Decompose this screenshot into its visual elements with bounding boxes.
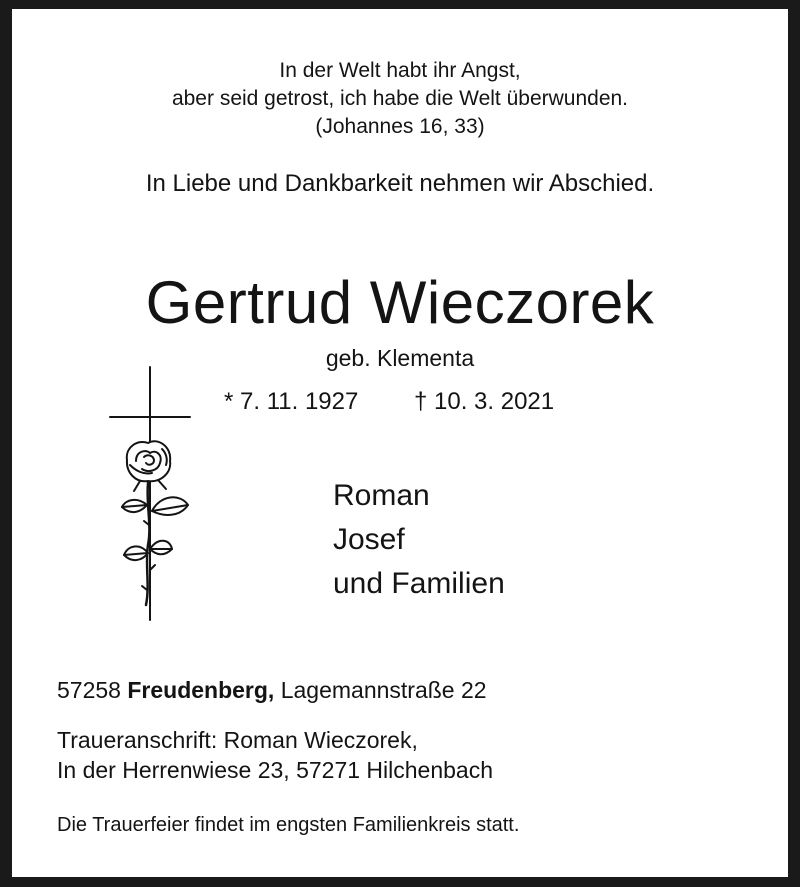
survivor-3: und Familien	[333, 567, 505, 600]
birth-date: * 7. 11. 1927	[224, 388, 359, 415]
verse-line-1: In der Welt habt ihr Angst,	[279, 59, 521, 82]
postal-code: 57258	[57, 677, 121, 703]
verse-line-2: aber seid getrost, ich habe die Welt überwunden.	[171, 87, 629, 110]
verse-reference: (Johannes 16, 33)	[315, 115, 485, 138]
funeral-note: Die Trauerfeier findet im engsten Familienkreis statt.	[57, 814, 520, 836]
death-date: † 10. 3. 2021	[414, 388, 555, 415]
residence-address	[57, 677, 487, 704]
birth-name: geb. Klementa	[325, 345, 475, 371]
street: Lagemannstraße 22	[280, 677, 487, 703]
farewell-text: In Liebe und Dankbarkeit nehmen wir Abschied.	[145, 170, 655, 197]
survivor-2: Josef	[333, 523, 405, 556]
deceased-name: Gertrud Wieczorek	[145, 269, 655, 336]
survivor-1: Roman	[333, 479, 430, 512]
mourning-address-line-2: In der Herrenwiese 23, 57271 Hilchenbach	[57, 757, 493, 783]
mourning-address-line-1: Traueranschrift: Roman Wieczorek,	[57, 727, 418, 753]
cross-with-rose-icon	[100, 365, 200, 625]
city: Freudenberg,	[127, 677, 275, 703]
